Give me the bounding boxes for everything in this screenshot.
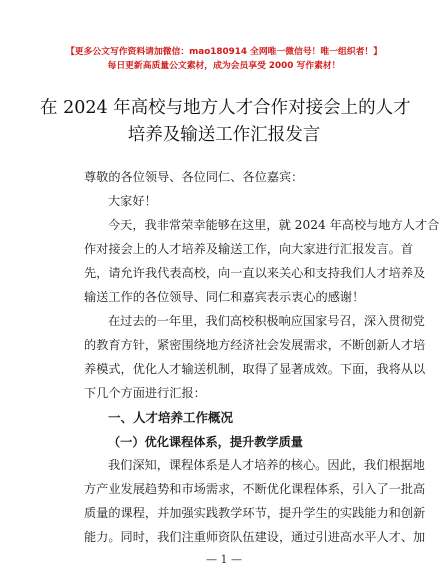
paragraph-2-line-3: 养模式，优化人才输送机制，取得了显著成效。下面，我将从以: [84, 362, 426, 376]
subsection-heading-number: （一）: [108, 435, 145, 449]
paragraph-1-line-1: 今天，我非常荣幸能够在这里，就 2024 年高校与地方人才合: [108, 218, 440, 232]
greeting: 大家好！: [108, 194, 157, 208]
paragraph-3-line-1: 我们深知，课程体系是人才培养的核心。因此，我们根据地: [108, 458, 425, 472]
promo-banner-line-2[interactable]: 每日更新高质量公文素材，成为会员享受 2000 写作素材！: [107, 61, 341, 71]
paragraph-2-line-1: 在过去的一年里，我们高校积极响应国家号召，深入贯彻党: [108, 314, 425, 328]
paragraph-3-line-4: 能力。同时，我们注重师资队伍建设，通过引进高水平人才、加: [84, 530, 426, 544]
section-heading-1: 一、人才培养工作概况: [108, 410, 234, 425]
paragraph-1-line-4: 输送工作的各位领导、同仁和嘉宾表示衷心的感谢！: [84, 290, 365, 304]
promo-banner-line-1[interactable]: 【更多公文写作资料请加微信：mao180914 全网唯一微信号！唯一组织者！】: [65, 47, 383, 57]
paragraph-3-line-3: 质量的课程，并加强实践教学环节，提升学生的实践能力和创新: [84, 506, 426, 520]
salutation: 尊敬的各位领导、各位同仁、各位嘉宾：: [84, 170, 304, 184]
paragraph-2-line-4: 下几个方面进行汇报：: [84, 386, 206, 400]
paragraph-1-line-3: 先，请允许我代表高校，向一直以来关心和支持我们人才培养及: [84, 266, 426, 280]
document-title-line-2: 培养及输送工作汇报发言: [127, 125, 321, 145]
paragraph-3-line-2: 方产业发展趋势和市场需求，不断优化课程体系，引入了一批高: [84, 482, 426, 496]
subsection-heading-text: 优化课程体系，提升教学质量: [144, 435, 303, 449]
paragraph-1-line-2: 作对接会上的人才培养及输送工作，向大家进行汇报发言。首: [84, 242, 414, 256]
paragraph-2-line-2: 的教育方针，紧密围绕地方经济社会发展需求，不断创新人才培: [84, 338, 426, 352]
document-title-line-1: 在 2024 年高校与地方人才合作对接会上的人才: [40, 98, 411, 118]
subsection-heading-1: [108, 433, 303, 450]
page-number: — 1 —: [206, 553, 242, 566]
